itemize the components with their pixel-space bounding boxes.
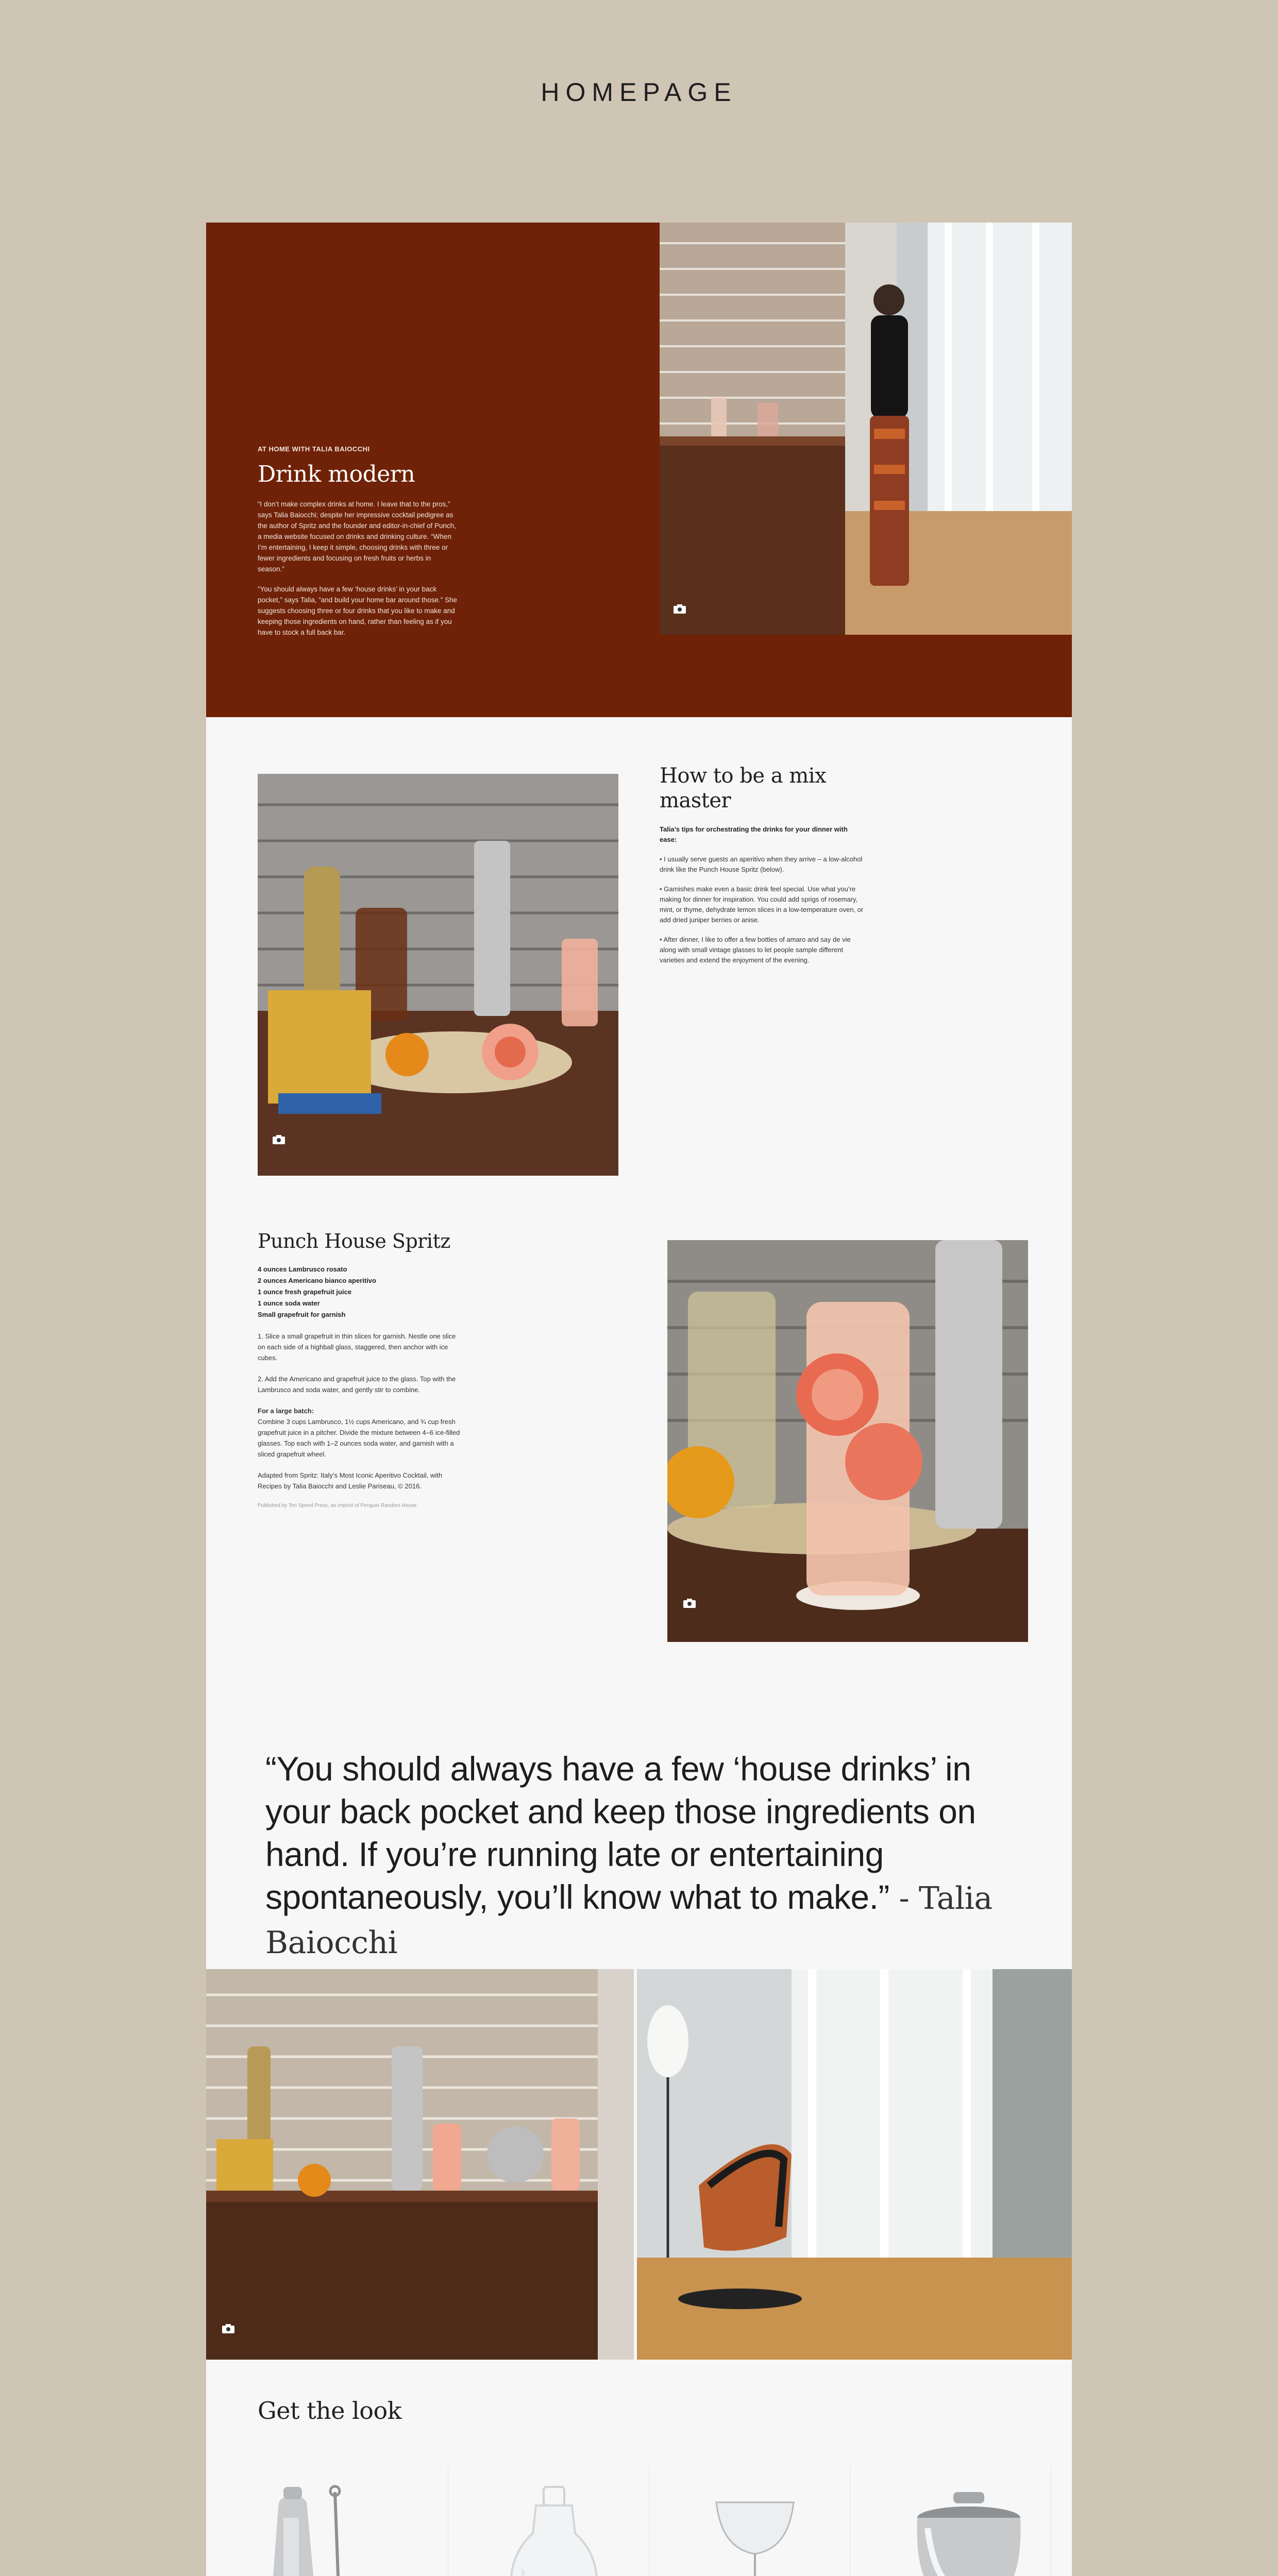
hero-text: [258, 445, 459, 647]
hero-section: [206, 223, 1072, 717]
tip-item: • Garnishes make even a basic drink feel special. Use what you’re making for dinner for inspiration. You could add sprigs of rosemary, mint, or thyme, dehydrate lemon slices in a low-temperature oven, or add dried juniper berries or anise.: [660, 885, 864, 924]
spritz-photo-art: [667, 1240, 1028, 1642]
camera-icon[interactable]: [683, 1598, 696, 1608]
product-card[interactable]: [861, 2466, 1051, 2576]
ingredient: 1 ounce soda water: [258, 1299, 320, 1307]
ingredient: Small grapefruit for garnish: [258, 1311, 346, 1318]
sideboard-photo: [206, 1969, 634, 2360]
large-batch-label: For a large batch:: [258, 1407, 314, 1415]
hero-title: Drink modern: [258, 461, 415, 487]
recipe-title: Punch House Spritz: [258, 1230, 450, 1252]
sideboard-photo-art: [206, 1969, 634, 2360]
bar-cart-photo: [258, 774, 618, 1176]
ingredient: 1 ounce fresh grapefruit juice: [258, 1288, 352, 1296]
camera-icon[interactable]: [222, 2324, 235, 2334]
camera-icon[interactable]: [272, 1134, 285, 1145]
tip-item: • After dinner, I like to offer a few bottles of amaro and say de vie along with small vintage glasses to let people sample different varieties and extend the enjoyment of the evening.: [660, 936, 851, 964]
recipe-step: 1. Slice a small grapefruit in thin slices for garnish. Nestle one slice on each side of a highball glass, staggered, then anchor with ice cubes.: [258, 1332, 456, 1362]
lounge-chair-photo-art: [637, 1969, 1072, 2360]
hero-paragraph: “You should always have a few ‘house drinks’ in your back pocket,” says Talia, “and build your home bar around those.” She suggests choosing three or four drinks that you like to make and keeping those ingredients on hand, rather than feeling as if you have to stock a full back bar.: [258, 585, 457, 636]
publisher-credit: Published by Ten Speed Press, an imprint of Penguin Random House.: [258, 1503, 418, 1509]
page-heading: HOMEPAGE: [541, 78, 737, 107]
spritz-photo: [667, 1240, 1028, 1642]
recipe-step: 2. Add the Americano and grapefruit juice to the glass. Top with the Lambrusco and soda water, and gently stir to combine.: [258, 1375, 456, 1394]
pull-quote-author: - Talia Baiocchi: [265, 1880, 993, 1961]
pull-quote: [265, 1748, 1028, 1964]
pull-quote-text: “You should always have a few ‘house drinks’ in your back pocket and keep those ingredients on hand. If you’re running late or entertaining spontaneously, you’ll know what to make.”: [265, 1750, 976, 1916]
tips-intro: Talia’s tips for orchestrating the drinks for your dinner with ease:: [660, 825, 848, 843]
product-card[interactable]: [258, 2466, 448, 2576]
hero-photo-art: [660, 223, 1072, 635]
tip-item: • I usually serve guests an aperitivo when they arrive – a low-alcohol drink like the Punch House Spritz (below).: [660, 855, 863, 873]
hero-paragraph: “I don’t make complex drinks at home. I leave that to the pros,” says Talia Baiocchi; despite her impressive cocktail pedigree as the author of Spritz and the founder and editor-in-chief of Punch, a media website focused on drinks and drinking culture. “When I’m entertaining, I keep it simple, choosing drinks with three or fewer ingredients and focusing on fresh fruits or herbs in season.”: [258, 500, 456, 573]
product-carousel: [258, 2466, 1046, 2576]
cocktail-shaker-set-icon: [258, 2477, 448, 2576]
glass-decanter-icon: [459, 2477, 649, 2576]
hero-photo: [660, 223, 1072, 635]
page-card: [206, 223, 1072, 2576]
tips-text: [660, 764, 866, 965]
lounge-chair-photo: [637, 1969, 1072, 2360]
adapted-credit: Adapted from Spritz: Italy’s Most Iconic Aperitivo Cocktail, with Recipes by Talia Baiocchi and Leslie Pariseau, © 2016.: [258, 1471, 443, 1490]
recipe-text: [258, 1230, 464, 1509]
ingredient: 4 ounces Lambrusco rosato: [258, 1265, 347, 1273]
ice-bucket-icon: [861, 2477, 1051, 2576]
large-batch: [258, 1405, 464, 1460]
large-batch-text: Combine 3 cups Lambrusco, 1½ cups Americano, and ¾ cup fresh grapefruit juice in a pitcher. Divide the mixture between 4–6 ice-filled glasses. Top each with 1–2 ounces soda water, and garnish with a sliced grapefruit wheel.: [258, 1418, 460, 1458]
get-the-look-title: Get the look: [258, 2397, 402, 2425]
camera-icon[interactable]: [673, 604, 686, 614]
hero-eyebrow: AT HOME WITH TALIA BAIOCCHI: [258, 445, 370, 453]
product-card[interactable]: [660, 2466, 850, 2576]
product-card[interactable]: [459, 2466, 649, 2576]
coupe-glass-icon: [660, 2477, 850, 2576]
bar-cart-photo-art: [258, 774, 618, 1176]
tips-title: How to be a mix master: [660, 764, 827, 812]
ingredient: 2 ounces Americano bianco aperitivo: [258, 1277, 376, 1284]
